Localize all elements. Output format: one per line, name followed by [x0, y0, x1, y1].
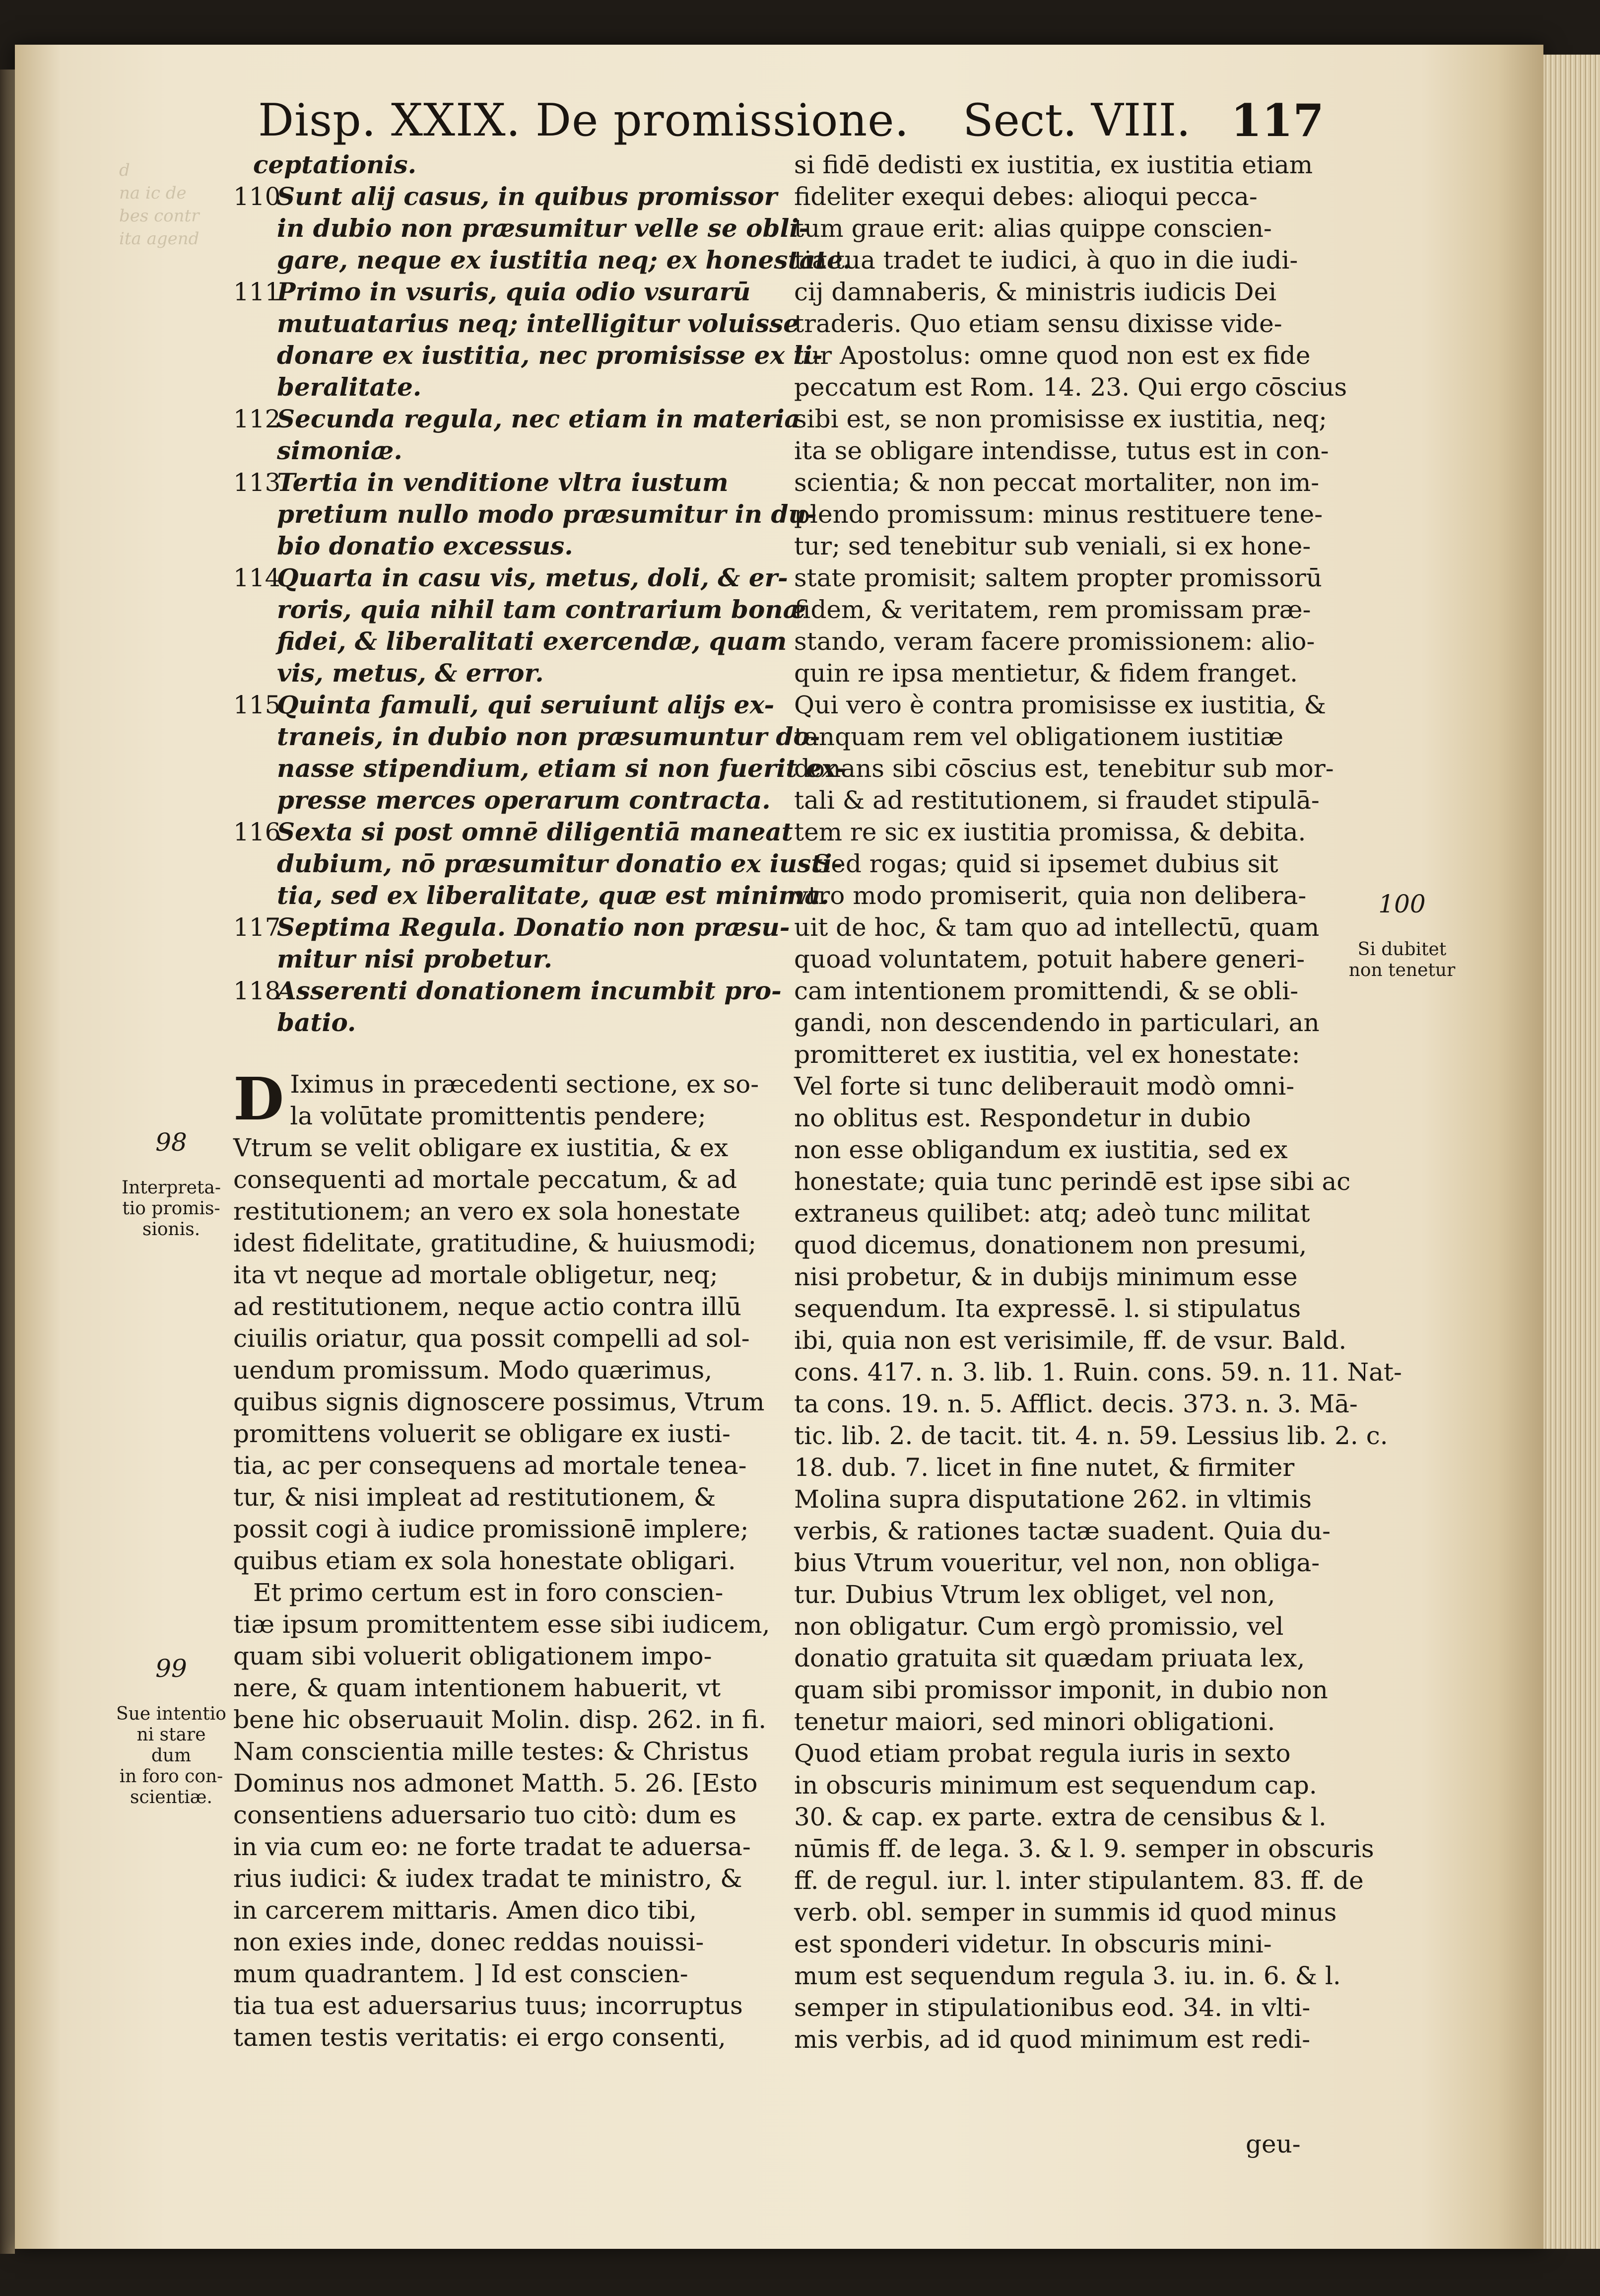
text-line: idest fidelitate, gratitudine, & huiusmodi;: [233, 1229, 757, 1257]
rules-intro: ceptationis.: [253, 150, 417, 179]
text-line: tanquam rem vel obligationem iustitiæ: [794, 722, 1284, 751]
rule-text: Sunt alij casus, in quibus promissor: [277, 182, 777, 211]
text-line: tic. lib. 2. de tacit. tit. 4. n. 59. Lessius lib. 2. c.: [794, 1421, 1388, 1450]
rule-text: gare, neque ex iustitia neq; ex honestate.: [277, 245, 852, 275]
rule-line: [233, 498, 817, 530]
rule-text: Secunda regula, nec etiam in materia: [277, 404, 800, 433]
rule-line: [233, 403, 800, 435]
rule-text: beralitate.: [277, 372, 422, 402]
text-line: bene hic obseruauit Molin. disp. 262. in fi.: [233, 1705, 767, 1734]
rule-number: 117: [233, 913, 281, 942]
running-header: [258, 70, 1360, 147]
rule-text: mutuatarius neq; intelligitur voluisse: [277, 309, 800, 338]
rule-number: 113: [233, 468, 281, 497]
text-line: state promisit; saltem propter promissorū: [794, 563, 1322, 592]
rule-text: vis, metus, & error.: [277, 658, 544, 688]
rule-text: donare ex iustitia, nec promisisse ex li-: [277, 341, 823, 370]
text-line: Vtrum se velit obligare ex iustitia, & ex: [233, 1133, 729, 1162]
text-line: promittens voluerit se obligare ex iusti-: [233, 1419, 731, 1448]
catchword: geu-: [1246, 2130, 1301, 2158]
text-line: quam sibi voluerit obligationem impo-: [233, 1642, 712, 1670]
text-line: Et primo certum est in foro conscien-: [253, 1578, 724, 1607]
rule-line: [233, 1007, 789, 1039]
rule-number: 110: [233, 182, 281, 211]
text-line: ibi, quia non est verisimile, ff. de vsur. Bald.: [794, 1326, 1347, 1355]
text-line: verb. obl. semper in summis id quod minus: [794, 1898, 1337, 1927]
dropcap: D: [233, 1064, 284, 1133]
text-line: scientia; & non peccat mortaliter, non im-: [794, 468, 1320, 497]
text-line: non exies inde, donec reddas nouissi-: [233, 1928, 704, 1956]
text-line: quibus signis dignoscere possimus, Vtrum: [233, 1388, 765, 1416]
text-line: consequenti ad mortale peccatum, & ad: [233, 1165, 737, 1194]
rule-line: [233, 562, 789, 594]
rule-text: roris, quia nihil tam contrarium bonæ: [277, 595, 806, 624]
rule-line: [233, 181, 789, 212]
rule-line: [233, 626, 789, 657]
text-line: fideliter exequi debes: alioqui pecca-: [794, 182, 1258, 211]
margin-note-text: Sue intentio ni stare dum in foro con- scientiæ.: [116, 1704, 226, 1808]
margin-note-text: Si dubitet non tenetur: [1348, 939, 1456, 980]
text-line: ad restitutionem, neque actio contra illū: [233, 1292, 741, 1321]
text-line: Iximus in præcedenti sectione, ex so-: [290, 1070, 759, 1099]
rule-line: [233, 975, 789, 1007]
text-line: bius Vtrum voueritur, vel non, non obliga-: [794, 1548, 1320, 1577]
text-line: in via cum eo: ne forte tradat te aduersa-: [233, 1832, 751, 1861]
rule-number: 116: [233, 818, 281, 846]
text-line: Dominus nos admonet Matth. 5. 26. [Esto: [233, 1769, 758, 1798]
rule-line: [233, 816, 793, 848]
rule-text: batio.: [277, 1008, 356, 1037]
rule-text: simoniæ.: [277, 436, 402, 465]
rule-text: Tertia in venditione vltra iustum: [277, 468, 729, 497]
text-line: mum quadrantem. ] Id est conscien-: [233, 1959, 688, 1988]
rule-line: [233, 530, 789, 562]
rule-text: mitur nisi probetur.: [277, 944, 553, 974]
text-line: si fidē dedisti ex iustitia, ex iustitia etiam: [794, 150, 1313, 179]
rule-text: Quarta in casu vis, metus, doli, & er-: [277, 563, 788, 592]
text-line: semper in stipulationibus eod. 34. in vlti-: [794, 1993, 1311, 2022]
facing-page-edge: [0, 70, 15, 2254]
text-line: quam sibi promissor imponit, in dubio non: [794, 1675, 1328, 1704]
rule-text: tia, sed ex liberalitate, quæ est minima.: [277, 881, 830, 910]
text-line: ff. de regul. iur. l. inter stipulantem. 83. ff. de: [794, 1866, 1364, 1895]
rule-line: [233, 911, 789, 943]
rule-line: [233, 212, 809, 244]
text-line: tur. Dubius Vtrum lex obliget, vel non,: [794, 1580, 1275, 1609]
text-line: in obscuris minimum est sequendum cap.: [794, 1771, 1317, 1800]
text-line: plendo promissum: minus restituere tene-: [794, 500, 1323, 529]
text-line: mis verbis, ad id quod minimum est redi-: [794, 2025, 1311, 2054]
text-line: sequendum. Ita expressē. l. si stipulatus: [794, 1294, 1301, 1323]
text-line: no oblitus est. Respondetur in dubio: [794, 1104, 1251, 1132]
text-line: ita se obligare intendisse, tutus est in con-: [794, 436, 1329, 465]
text-line: Vel forte si tunc deliberauit modò omni-: [794, 1072, 1295, 1101]
text-line: sibi est, se non promisisse ex iustitia, neq;: [794, 405, 1328, 433]
rule-text: pretium nullo modo præsumitur in du-: [277, 499, 817, 529]
text-line: gandi, non descendendo in particulari, an: [794, 1008, 1320, 1037]
rule-number: 112: [233, 405, 281, 433]
rule-text: in dubio non præsumitur velle se obli-: [277, 213, 809, 243]
rule-line: [233, 848, 843, 880]
text-line: fidem, & veritatem, rem promissam præ-: [794, 595, 1311, 624]
text-line: tia, ac per consequens ad mortale tenea-: [233, 1451, 747, 1480]
text-line: vtro modo promiserit, quia non delibera-: [794, 881, 1307, 910]
text-line: ciuilis oriatur, qua possit compelli ad sol-: [233, 1324, 750, 1353]
text-line: in carcerem mittaris. Amen dico tibi,: [233, 1896, 697, 1925]
rule-text: Asserenti donationem incumbit pro-: [277, 976, 782, 1005]
text-line: tali & ad restitutionem, si fraudet stipulā-: [794, 786, 1320, 815]
rule-line: [233, 467, 789, 498]
text-line: quibus etiam ex sola honestate obligari.: [233, 1546, 736, 1575]
text-line: donans sibi cōscius est, tenebitur sub mor-: [794, 754, 1334, 783]
text-line: consentiens aduersario tuo citò: dum es: [233, 1801, 737, 1829]
rule-line: [233, 594, 806, 626]
rule-number: 118: [233, 976, 281, 1005]
text-line: quoad voluntatem, potuit habere generi-: [794, 945, 1305, 974]
rule-line: [233, 371, 789, 403]
margin-note-text: Interpreta- tio promis- sionis.: [121, 1178, 221, 1240]
margin-note-99: [114, 1633, 228, 1808]
text-line: tia tua tradet te iudici, à quo in die iudi-: [794, 246, 1298, 275]
text-line: uit de hoc, & tam quo ad intellectū, quam: [794, 913, 1320, 942]
rule-text: bio donatio excessus.: [277, 531, 573, 560]
text-line: ta cons. 19. n. 5. Afflict. decis. 373. n. 3. Mā-: [794, 1390, 1358, 1418]
text-line: Quod etiam probat regula iuris in sexto: [794, 1739, 1291, 1768]
rule-number: 115: [233, 691, 281, 719]
bleed-through-text: d na ic de bes contr ita agend: [119, 160, 200, 249]
text-line: non esse obligandum ex iustitia, sed ex: [794, 1135, 1288, 1164]
rule-number: 111: [233, 278, 281, 306]
text-line: 18. dub. 7. licet in fine nutet, & firmiter: [794, 1453, 1295, 1482]
text-line: cons. 417. n. 3. lib. 1. Ruin. cons. 59. n. 11. Nat-: [794, 1358, 1402, 1387]
text-line: promitteret ex iustitia, vel ex honestate:: [794, 1040, 1300, 1069]
text-line: 30. & cap. ex parte. extra de censibus & l.: [794, 1803, 1327, 1831]
text-line: cam intentionem promittendi, & se obli-: [794, 976, 1299, 1005]
text-line: tur; sed tenebitur sub veniali, si ex hone-: [794, 532, 1311, 560]
rule-text: dubium, nō præsumitur donatio ex iusti-: [277, 849, 843, 878]
text-line: Qui vero è contra promisisse ex iustitia, &: [794, 691, 1326, 719]
text-line: tiæ ipsum promittentem esse sibi iudicem,: [233, 1610, 770, 1639]
text-line: Nam conscientia mille testes: & Christus: [233, 1737, 749, 1766]
margin-note-98: [114, 1107, 228, 1240]
text-line: tamen testis veritatis: ei ergo consenti,: [233, 2023, 726, 2052]
rule-line: [233, 689, 789, 721]
margin-note-100: [1340, 869, 1464, 981]
rule-line: [233, 308, 800, 340]
rule-text: Primo in vsuris, quia odio vsurarū: [277, 277, 751, 306]
text-line: stando, veram facere promissionem: alio-: [794, 627, 1315, 656]
rule-text: presse merces operarum contracta.: [277, 785, 771, 815]
rule-text: Quinta famuli, qui seruiunt alijs ex-: [277, 690, 775, 719]
text-line: tenetur maiori, sed minori obligationi.: [794, 1707, 1275, 1736]
rule-number: 114: [233, 563, 281, 592]
text-line: quin re ipsa mentietur, & fidem franget.: [794, 659, 1298, 688]
text-line: peccatum est Rom. 14. 23. Qui ergo cōscius: [794, 373, 1347, 402]
page-number: 117: [1231, 94, 1324, 147]
page-edges: [1543, 55, 1600, 2249]
rule-text: fidei, & liberalitati exercendæ, quam: [277, 626, 787, 656]
rule-line: [233, 721, 820, 753]
rule-text: nasse stipendium, etiam si non fuerit ex-: [277, 754, 847, 783]
text-line: possit cogi à iudice promissionē implere;: [233, 1515, 749, 1543]
header-title: Disp. XXIX. De promissione.: [258, 94, 910, 146]
text-line: restitutionem; an vero ex sola honestate: [233, 1197, 740, 1226]
text-line: verbis, & rationes tactæ suadent. Quia du-: [794, 1517, 1331, 1545]
text-line: la volūtate promittentis pendere;: [290, 1102, 706, 1130]
text-line: tia tua est aduersarius tuus; incorruptus: [233, 1991, 743, 2020]
rule-line: [233, 276, 789, 308]
rule-line: [233, 244, 852, 276]
rule-text: Septima Regula. Donatio non præsu-: [277, 912, 790, 942]
text-line: tur Apostolus: omne quod non est ex fide: [794, 341, 1311, 370]
text-line: cij damnaberis, & ministris iudicis Dei: [794, 278, 1277, 306]
rule-line: [233, 880, 830, 911]
text-line: tum graue erit: alias quippe conscien-: [794, 214, 1272, 243]
text-line: quod dicemus, donationem non presumi,: [794, 1231, 1307, 1259]
text-line: tur, & nisi impleat ad restitutionem, &: [233, 1483, 716, 1512]
rule-line: [233, 435, 789, 467]
rule-line: [233, 753, 847, 784]
rules-list: [233, 181, 852, 1039]
left-column: [233, 149, 852, 2053]
text-line: ita vt neque ad mortale obligetur, neq;: [233, 1260, 718, 1289]
text-line: rius iudici: & iudex tradat te ministro, &: [233, 1864, 742, 1893]
text-line: extraneus quilibet: atq; adeò tunc militat: [794, 1199, 1310, 1228]
text-line: traderis. Quo etiam sensu dixisse vide-: [794, 309, 1282, 338]
text-line: Sed rogas; quid si ipsemet dubius sit: [814, 849, 1278, 878]
rule-line: [233, 943, 789, 975]
text-line: Molina supra disputatione 262. in vltimis: [794, 1485, 1312, 1514]
text-line: non obligatur. Cum ergò promissio, vel: [794, 1612, 1284, 1641]
text-line: nere, & quam intentionem habuerit, vt: [233, 1673, 721, 1702]
text-line: uendum promissum. Modo quærimus,: [233, 1356, 713, 1385]
text-line: est sponderi videtur. In obscuris mini-: [794, 1930, 1272, 1958]
text-line: tem re sic ex iustitia promissa, & debita.: [794, 818, 1306, 846]
text-line: mum est sequendum regula 3. iu. in. 6. & l.: [794, 1961, 1341, 1990]
rule-line: [233, 784, 789, 816]
header-section: Sect. VIII.: [963, 94, 1191, 146]
left-body-text: [233, 1064, 789, 2053]
text-line: donatio gratuita sit quædam priuata lex,: [794, 1644, 1305, 1672]
margin-note-number: 99: [155, 1654, 187, 1683]
rule-line: [233, 340, 823, 371]
text-line: nisi probetur, & in dubijs minimum esse: [794, 1262, 1298, 1291]
rule-text: Sexta si post omnē diligentiā maneat: [277, 817, 793, 846]
text-line: nūmis ff. de lega. 3. & l. 9. semper in obscuris: [794, 1834, 1374, 1863]
text-line: honestate; quia tunc perindē est ipse sibi ac: [794, 1167, 1351, 1196]
rule-line: [233, 657, 789, 689]
margin-note-number: 100: [1378, 890, 1426, 918]
margin-note-number: 98: [155, 1128, 187, 1157]
rule-text: traneis, in dubio non præsumuntur do-: [277, 722, 820, 751]
